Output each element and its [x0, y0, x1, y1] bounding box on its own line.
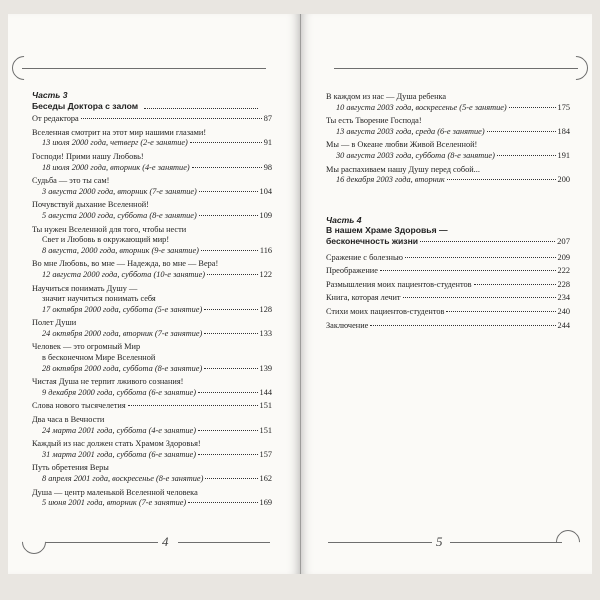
entry-date: 8 августа, 2000 года, вторник (9-е занятие): [42, 245, 199, 255]
entry-title: Заключение: [326, 320, 369, 330]
entry-date: 30 августа 2003 года, суббота (8-е занятие): [336, 150, 495, 160]
toc-entry: [326, 293, 570, 304]
toc-entry: [32, 176, 272, 197]
part-title: Беседы Доктора с залом: [32, 100, 139, 111]
entry-title: Сражение с болезнью: [326, 252, 403, 262]
entry-title: Чистая Душа не терпит лживого сознания!: [32, 377, 184, 387]
toc-entry: [326, 236, 570, 247]
entry-title: Господи! Прими нашу Любовь!: [32, 151, 144, 161]
entry-title: Преображение: [326, 266, 378, 276]
entry-date: 3 августа 2000 года, вторник (7-е занятие): [42, 186, 197, 196]
entry-title: Слова нового тысячелетия: [32, 401, 126, 411]
toc-entry: [32, 284, 272, 316]
toc-entry: [32, 401, 272, 412]
entry-title: Стихи моих пациентов-студентов: [326, 306, 445, 316]
page-ref: 116: [259, 245, 272, 255]
entry-title: Путь обретения Веры: [32, 463, 109, 473]
toc-entry: [32, 259, 272, 280]
frame-line: [334, 68, 578, 69]
page-ref: 98: [263, 162, 272, 172]
entry-date: 8 апреля 2001 года, воскресенье (8-е занятие): [42, 474, 204, 483]
part-label: Часть 3: [32, 90, 68, 100]
toc-entry: [326, 92, 570, 113]
left-page: [8, 14, 300, 574]
entry-title: От редактора: [32, 114, 79, 124]
entry-title: Два часа в Вечности: [32, 415, 105, 425]
entry-title: Книга, которая лечит: [326, 293, 401, 303]
page-ref: 162: [259, 474, 272, 483]
entry-date: 5 июня 2001 года, вторник (7-е занятие): [42, 498, 187, 508]
part-label: Часть 4: [326, 214, 362, 225]
toc-entry: [32, 225, 272, 257]
page-ref: 139: [259, 363, 272, 373]
part-title-line2: бесконечность жизни: [326, 235, 419, 246]
page-ref: 244: [557, 320, 570, 330]
toc-entry: [326, 116, 570, 137]
page-ref: 104: [259, 186, 272, 196]
ornament-flourish: [551, 525, 585, 559]
entry-title: В каждом из нас — Душа ребенка: [326, 92, 447, 101]
page-ref: 144: [259, 387, 272, 397]
toc-entry: [32, 114, 272, 125]
page-ref: 209: [557, 252, 570, 262]
toc-entry: [326, 280, 570, 291]
page-number: 5: [432, 534, 447, 550]
page-ref: 133: [259, 328, 272, 338]
toc-entry: [32, 152, 272, 173]
entry-date: 9 декабря 2000 года, суббота (6-е занятие): [42, 387, 196, 397]
entry-title: Мы распахиваем нашу Душу перед собой...: [326, 164, 480, 174]
page-ref: 122: [259, 269, 272, 279]
page-ref: 109: [259, 210, 272, 220]
entry-title: Свет и Любовь в окружающий мир!: [42, 235, 170, 245]
ornament-flourish: [8, 51, 41, 85]
page-ref: 191: [557, 150, 570, 160]
toc-entry: [32, 415, 272, 436]
entry-date: 12 августа 2000 года, суббота (10-е занятие): [42, 269, 206, 279]
toc-entries: [32, 114, 272, 509]
page-ref: 151: [259, 425, 272, 435]
page-ref: 128: [259, 304, 272, 314]
toc-entry: [32, 318, 272, 339]
entry-date: 17 октября 2000 года, суббота (5-е занятие): [42, 304, 203, 314]
page-ref: 175: [557, 102, 570, 112]
toc-entry: [326, 140, 570, 161]
entry-date: 10 августа 2003 года, воскресенье (5-е занятие): [336, 102, 507, 112]
toc-entry: [326, 307, 570, 318]
toc-entry: [32, 377, 272, 398]
toc-entry: [326, 253, 570, 264]
entry-date: 24 марта 2001 года, суббота (4-е занятие): [42, 425, 196, 435]
entry-date: 16 декабря 2003 года, вторник: [336, 175, 445, 185]
entry-title: Полет Души: [32, 318, 77, 328]
page-ref: 87: [263, 114, 272, 124]
frame-line: [328, 542, 442, 543]
toc-entry: [32, 128, 272, 149]
entry-title: Почувствуй дыхание Вселенной!: [32, 200, 149, 210]
toc-entry: [32, 342, 272, 374]
entry-date: 5 августа 2000 года, суббота (8-е занятие): [42, 210, 197, 220]
entry-date: 13 июля 2000 года, четверг (2-е занятие): [42, 138, 188, 148]
toc-entry: [326, 165, 570, 186]
page-ref: 169: [259, 498, 272, 508]
frame-line: [22, 68, 266, 69]
page-ref: 222: [557, 266, 570, 276]
entry-title: Ты нужен Вселенной для того, чтобы нести: [32, 224, 187, 234]
toc-right: [326, 92, 570, 334]
entry-title: Размышления моих пациентов-студентов: [326, 279, 472, 289]
page-ref: 240: [557, 306, 570, 316]
page-ref: 184: [557, 126, 570, 136]
entry-title: Судьба — это ты сам!: [32, 176, 110, 186]
toc-entry: [326, 321, 570, 332]
page-ref: 228: [557, 279, 570, 289]
entry-title: Душа — центр маленькой Вселенной человека: [32, 487, 198, 497]
entry-title: Человек — это огромный Мир: [32, 342, 141, 352]
entry-title: Научиться понимать Душу —: [32, 283, 138, 293]
toc-entry: [32, 488, 272, 509]
entry-title: Во мне Любовь, во мне — Надежда, во мне — Вера!: [32, 259, 219, 269]
page-ref: 157: [259, 449, 272, 459]
ornament-flourish: [559, 51, 592, 85]
toc-entry: [32, 439, 272, 460]
toc-entry: [32, 463, 272, 484]
toc-left: [32, 90, 272, 512]
entry-date: 24 октября 2000 года, вторник (7-е занятие): [42, 328, 203, 338]
entry-title: Вселенная смотрит на этот мир нашими глазами!: [32, 127, 207, 137]
frame-line: [450, 542, 562, 543]
entry-date: 31 марта 2001 года, суббота (6-е занятие): [42, 449, 196, 459]
ornament-flourish: [17, 525, 51, 559]
page-ref: 200: [557, 175, 570, 185]
toc-entries: [326, 253, 570, 332]
entry-date: 28 октября 2000 года, суббота (8-е занятие): [42, 363, 203, 373]
entry-title: в бесконечном Мире Вселенной: [42, 353, 156, 363]
page-number: 4: [158, 534, 173, 550]
entry-title: Мы — в Океане любви Живой Вселенной!: [326, 140, 478, 150]
book-spine: [300, 14, 301, 574]
entry-title: значит научиться понимать себя: [42, 294, 156, 304]
toc-entry: [32, 200, 272, 221]
entry-date: 13 августа 2003 года, среда (6-е занятие): [336, 126, 485, 136]
entry-title: Ты есть Творение Господа!: [326, 116, 422, 126]
toc-entry: [326, 266, 570, 277]
entry-title: Каждый из нас должен стать Храмом Здоровья!: [32, 439, 201, 449]
entry-date: 18 июля 2000 года, вторник (4-е занятие): [42, 162, 190, 172]
part-title: В нашем Храме Здоровья —: [326, 225, 448, 236]
toc-entries: [326, 92, 570, 186]
page-ref: 234: [557, 293, 570, 303]
right-page: [300, 14, 592, 574]
page-ref: 207: [557, 235, 570, 246]
page-ref: 91: [263, 138, 272, 148]
frame-line: [46, 542, 170, 543]
page-ref: 151: [259, 401, 272, 411]
frame-line: [178, 542, 270, 543]
